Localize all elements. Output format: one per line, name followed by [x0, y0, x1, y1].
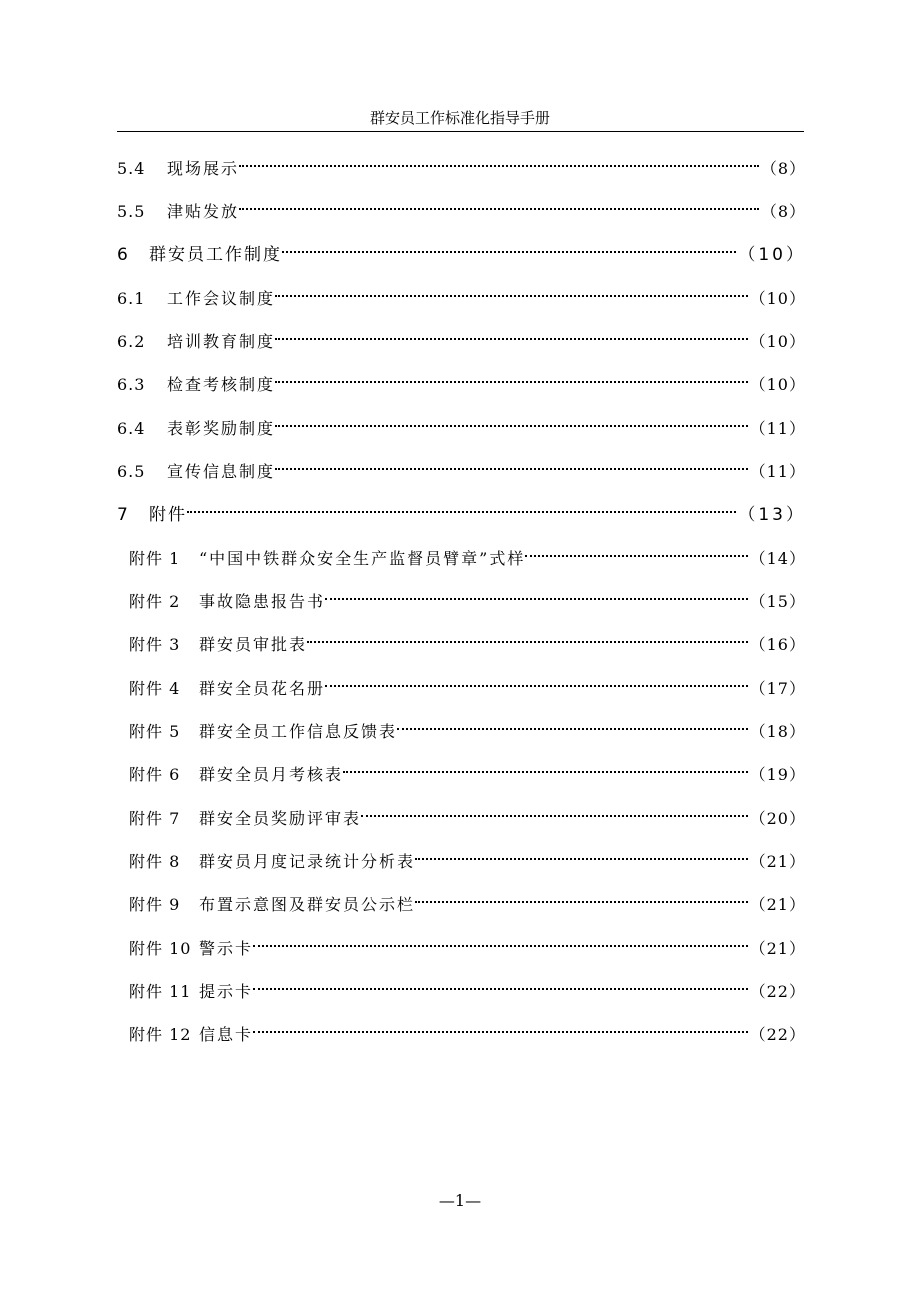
- toc-entry[interactable]: [129, 930, 806, 958]
- toc-dot-leader: [239, 150, 761, 174]
- toc-dot-leader: [282, 236, 738, 260]
- toc-entry[interactable]: [117, 150, 806, 178]
- toc-entry-title: 宣传信息制度: [167, 462, 276, 481]
- toc-entry-number: 附件 11: [129, 982, 192, 1001]
- toc-entry-title: 群安全员奖励评审表: [199, 809, 362, 828]
- toc-entry[interactable]: [129, 670, 806, 698]
- toc-entry[interactable]: [117, 323, 806, 351]
- toc-entry-number: 附件 6: [129, 765, 181, 784]
- toc-entry-title: 群安全员工作信息反馈表: [199, 722, 398, 741]
- toc-entry-page: （22）: [749, 1025, 806, 1044]
- toc-entry-page: （19）: [749, 765, 806, 784]
- toc-entry[interactable]: [129, 583, 806, 611]
- toc-dot-leader: [275, 453, 750, 477]
- toc-dot-leader: [253, 930, 750, 954]
- toc-entry-number: 6.4: [117, 419, 146, 438]
- toc-entry-page: （21）: [749, 939, 806, 958]
- toc-entry-title: 津贴发放: [167, 202, 240, 221]
- toc-entry-title: 工作会议制度: [167, 289, 276, 308]
- toc-entry-page: （11）: [749, 462, 806, 481]
- toc-dot-leader: [361, 800, 750, 824]
- toc-entry[interactable]: [117, 193, 806, 221]
- toc-entry-page: （14）: [749, 549, 806, 568]
- toc-entry[interactable]: [117, 453, 806, 481]
- toc-entry-page: （11）: [749, 419, 806, 438]
- toc-entry[interactable]: [129, 626, 806, 654]
- toc-entry-page: （20）: [749, 809, 806, 828]
- toc-dot-leader: [325, 583, 750, 607]
- toc-dot-leader: [253, 973, 750, 997]
- toc-entry-page: （13）: [738, 505, 806, 525]
- toc-entry-number: 附件 10: [129, 939, 192, 958]
- toc-entry[interactable]: [129, 540, 806, 568]
- toc-entry-number: 附件 5: [129, 722, 181, 741]
- toc-entry[interactable]: [117, 280, 806, 308]
- toc-entry-title: 群安全员月考核表: [199, 765, 344, 784]
- toc-entry-page: （22）: [749, 982, 806, 1001]
- toc-dot-leader: [253, 1016, 750, 1040]
- toc-entry-number: 6.3: [117, 375, 146, 394]
- toc-entry[interactable]: [129, 843, 806, 871]
- toc-entry-page: （15）: [749, 592, 806, 611]
- toc-dot-leader: [343, 756, 750, 780]
- toc-entry-page: （8）: [760, 159, 806, 178]
- toc-dot-leader: [275, 280, 750, 304]
- toc-entry-page: （10）: [738, 245, 806, 265]
- toc-dot-leader: [397, 713, 750, 737]
- toc-entry-title: 附件: [149, 505, 187, 525]
- toc-entry[interactable]: [129, 973, 806, 1001]
- toc-dot-leader: [415, 886, 750, 910]
- toc-entry-page: （16）: [749, 635, 806, 654]
- toc-entry-number: 6.2: [117, 332, 146, 351]
- toc-entry-page: （10）: [749, 375, 806, 394]
- toc-dot-leader: [239, 193, 761, 217]
- toc-entry-title: 培训教育制度: [167, 332, 276, 351]
- toc-dot-leader: [415, 843, 750, 867]
- toc-entry[interactable]: [117, 410, 806, 438]
- toc-entry[interactable]: [129, 713, 806, 741]
- toc-entry[interactable]: [129, 756, 806, 784]
- toc-entry-number: 附件 1: [129, 549, 181, 568]
- toc-entry-number: 5.4: [117, 159, 146, 178]
- toc-entry-title: 群安全员花名册: [199, 679, 326, 698]
- toc-entry-number: 6: [117, 245, 129, 265]
- toc-entry-title: 布置示意图及群安员公示栏: [199, 895, 416, 914]
- toc-entry[interactable]: [117, 366, 806, 394]
- toc-entry-number: 附件 8: [129, 852, 181, 871]
- toc-dot-leader: [307, 626, 750, 650]
- toc-entry-page: （17）: [749, 679, 806, 698]
- toc-dot-leader: [275, 366, 750, 390]
- toc-dot-leader: [275, 323, 750, 347]
- header-divider: [117, 131, 804, 132]
- page-number: —1—: [438, 1191, 482, 1210]
- toc-entry[interactable]: [117, 236, 806, 265]
- toc-entry-title: 表彰奖励制度: [167, 419, 276, 438]
- toc-entry-number: 附件 9: [129, 895, 181, 914]
- toc-entry-page: （8）: [760, 202, 806, 221]
- toc-dot-leader: [187, 496, 738, 520]
- toc-entry-number: 附件 3: [129, 635, 181, 654]
- toc-entry-number: 6.1: [117, 289, 146, 308]
- toc-entry-number: 5.5: [117, 202, 146, 221]
- toc-entry-page: （10）: [749, 289, 806, 308]
- toc-entry-number: 附件 4: [129, 679, 181, 698]
- toc-entry-title: 群安员月度记录统计分析表: [199, 852, 416, 871]
- toc-dot-leader: [275, 410, 750, 434]
- toc-entry-title: 警示卡: [199, 939, 254, 958]
- toc-entry-title: 群安员工作制度: [149, 245, 282, 265]
- toc-entry-number: 附件 12: [129, 1025, 192, 1044]
- toc-dot-leader: [525, 540, 749, 564]
- page-header-title: 群安员工作标准化指导手册: [369, 109, 550, 127]
- toc-entry-page: （21）: [749, 852, 806, 871]
- toc-dot-leader: [325, 670, 750, 694]
- toc-entry-page: （10）: [749, 332, 806, 351]
- toc-entry-title: 信息卡: [199, 1025, 254, 1044]
- toc-entry-title: 提示卡: [199, 982, 254, 1001]
- toc-entry[interactable]: [129, 1016, 806, 1044]
- toc-entry-page: （21）: [749, 895, 806, 914]
- toc-entry-title: 检查考核制度: [167, 375, 276, 394]
- toc-entry[interactable]: [129, 886, 806, 914]
- toc-entry-number: 6.5: [117, 462, 146, 481]
- toc-entry-title: 群安员审批表: [199, 635, 308, 654]
- toc-entry-title: “中国中铁群众安全生产监督员臂章”式样: [199, 549, 526, 568]
- toc-entry-title: 事故隐患报告书: [199, 592, 326, 611]
- toc-entry-page: （18）: [749, 722, 806, 741]
- toc-entry-title: 现场展示: [167, 159, 240, 178]
- toc-entry[interactable]: [117, 496, 806, 525]
- toc-entry-number: 7: [117, 505, 129, 525]
- toc-entry-number: 附件 7: [129, 809, 181, 828]
- toc-entry-number: 附件 2: [129, 592, 181, 611]
- toc-entry[interactable]: [129, 800, 806, 828]
